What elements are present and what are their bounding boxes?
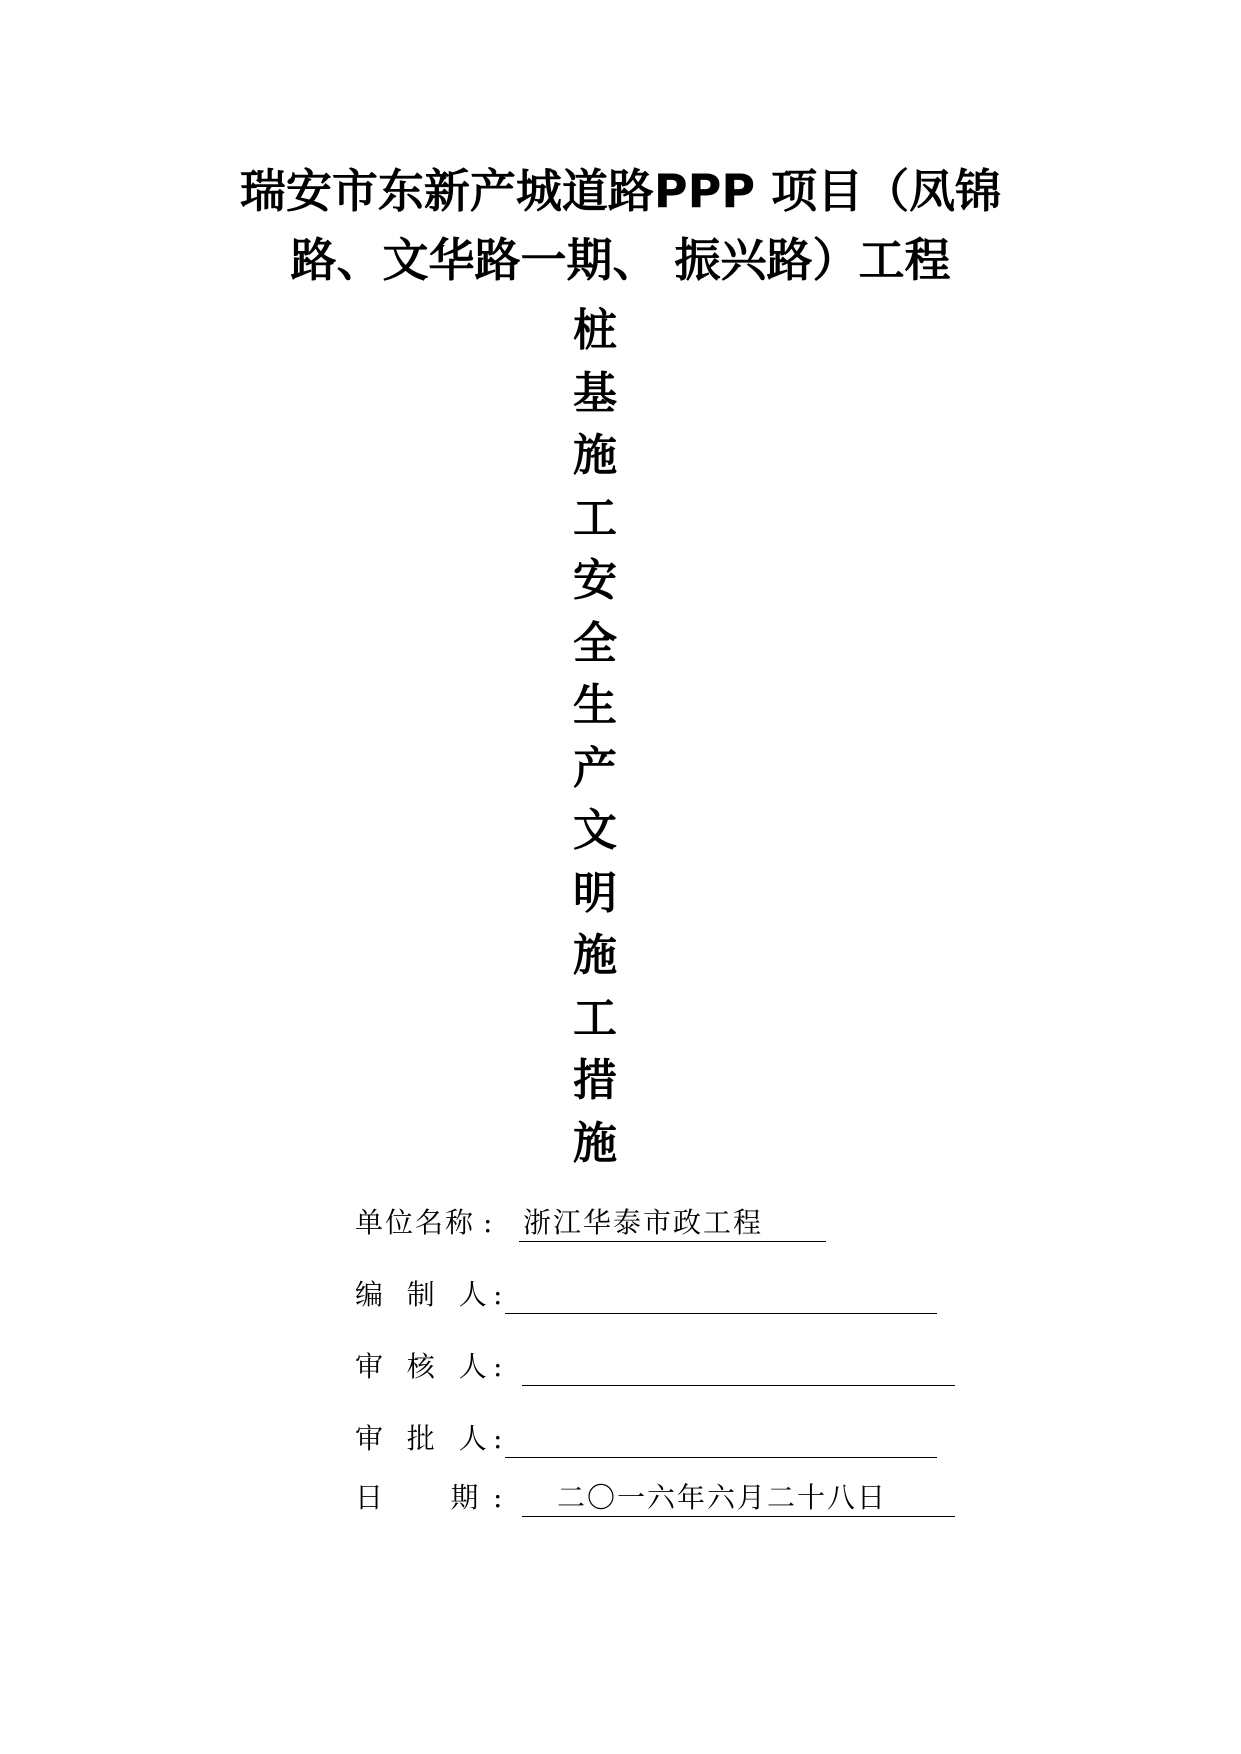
approver-label: 审 批 人 bbox=[355, 1422, 489, 1455]
vertical-subtitle-char: 施 bbox=[573, 930, 617, 981]
reviewer-row bbox=[355, 1342, 955, 1392]
editor-label: 编 制 人 bbox=[355, 1278, 489, 1311]
vertical-subtitle-char: 安 bbox=[573, 555, 617, 606]
document-title-line-1: 瑞安市东新产城道路PPP 项目（凤锦 bbox=[239, 164, 1002, 218]
approver-row bbox=[355, 1414, 955, 1464]
editor-row bbox=[355, 1270, 955, 1320]
vertical-subtitle-char: 文 bbox=[573, 805, 617, 856]
date-row bbox=[355, 1473, 955, 1523]
date-label: 日 期 bbox=[355, 1481, 481, 1514]
vertical-subtitle-char: 措 bbox=[573, 1055, 617, 1106]
reviewer-label: 审 核 人 bbox=[355, 1350, 489, 1383]
vertical-subtitle-char: 全 bbox=[573, 617, 617, 669]
unit-name-colon: : bbox=[483, 1206, 493, 1239]
vertical-subtitle-char: 工 bbox=[573, 492, 617, 544]
unit-name-row bbox=[355, 1198, 835, 1248]
reviewer-colon: : bbox=[493, 1350, 503, 1383]
vertical-subtitle-char: 产 bbox=[573, 742, 617, 794]
vertical-subtitle-char: 基 bbox=[573, 367, 617, 419]
unit-name-value: 浙江华泰市政工程 bbox=[523, 1206, 764, 1239]
vertical-subtitle-char: 明 bbox=[573, 867, 617, 919]
approver-colon: : bbox=[493, 1422, 503, 1455]
editor-colon: : bbox=[493, 1278, 503, 1311]
vertical-subtitle-char: 工 bbox=[573, 992, 617, 1044]
approver-underline bbox=[505, 1417, 937, 1458]
vertical-subtitle-char: 桩 bbox=[573, 305, 617, 356]
vertical-subtitle-char: 施 bbox=[573, 1117, 617, 1169]
editor-underline bbox=[505, 1273, 937, 1314]
unit-name-label: 单位名称 bbox=[355, 1206, 476, 1239]
document-title-line-2: 路、文华路一期、 振兴路）工程 bbox=[290, 233, 951, 287]
vertical-subtitle bbox=[560, 300, 630, 1175]
date-value: 二〇一六年六月二十八日 bbox=[557, 1481, 888, 1514]
date-colon: : bbox=[493, 1481, 503, 1514]
vertical-subtitle-char: 施 bbox=[573, 430, 617, 481]
vertical-subtitle-char: 生 bbox=[573, 680, 617, 731]
reviewer-underline bbox=[522, 1345, 955, 1386]
